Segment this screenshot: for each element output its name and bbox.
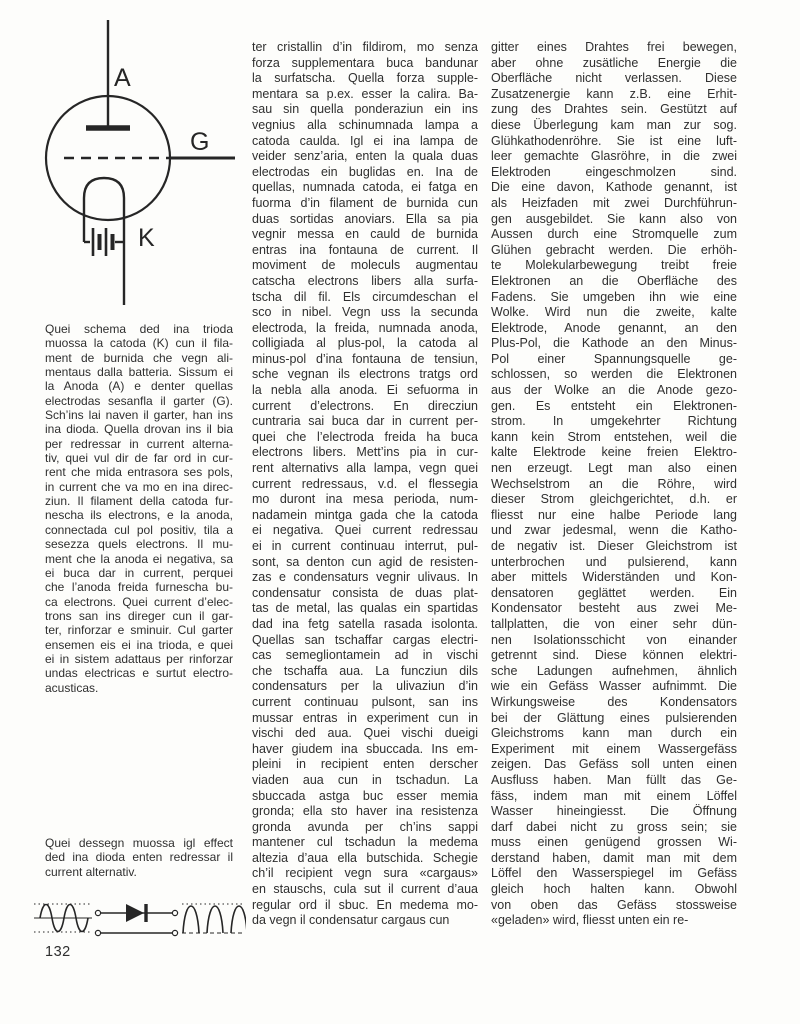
grid-label: G	[190, 128, 210, 156]
text-line: ca electrons. Quei current d’elec-	[45, 594, 233, 609]
text-line: mantener cul tschadun la medema	[252, 835, 478, 850]
text-line: nadamein mintga gada che la catoda	[252, 507, 478, 522]
text-line: tiv, quei vul dir de far ord in cur-	[45, 451, 233, 466]
text-line: Kondensator besteht aus zwei Me-	[491, 601, 737, 616]
text-line: Glühkathodenröhre. Sie ist eine luft-	[491, 133, 737, 148]
text-line: Die eine davon, Kathode genannt, ist	[491, 180, 737, 195]
page-number: 132	[45, 944, 71, 960]
text-line: undas electricas e surtut electro-	[45, 666, 233, 681]
text-line: rent alternativs alla lampa, vegn quei	[252, 461, 478, 476]
text-line: Aussen durch eine Stromquelle zum	[491, 227, 737, 242]
text-line: vegnir messa en cauld de burnida	[252, 227, 478, 242]
text-line: gronda; ella sto haver ina resistenza	[252, 804, 478, 819]
text-line: electrodas ein buglidas en. Ina de	[252, 164, 478, 179]
text-line: ter cristallin d’in fildirom, mo senza	[252, 40, 478, 54]
text-line: Quei dessegn muossa igl effect	[45, 836, 233, 850]
text-line: ch’il recipient vegn sura «cargaus»	[252, 866, 478, 881]
text-line: nen erzeugt. Legt man also einen	[491, 461, 737, 476]
text-line: wie ein Gefäss Wasser aufnimmt. Die	[491, 679, 737, 694]
rectifier-schematic	[26, 890, 246, 946]
text-line: gitter eines Drahtes frei bewegen,	[491, 40, 737, 54]
text-line: muossa la catoda (K) cun il fila-	[45, 336, 233, 351]
text-line: mentara sa p.ex. esser la calira. Ba-	[252, 86, 478, 101]
text-line: gronda avunda per ch’ins sappi	[252, 819, 478, 834]
text-line: muss einen genügend grossen Wi-	[491, 835, 737, 850]
text-line: current alternativ.	[45, 864, 137, 879]
text-line: ei negativa. Quei current redressau	[252, 523, 478, 538]
text-line: rent che mida entrasora ses pols,	[45, 465, 233, 480]
text-line: che l’anoda freida furnescha bu-	[45, 580, 233, 595]
text-line: Quellas san tschaffar cargas electri-	[252, 632, 478, 647]
text-line: la Anoda (A) e denter quellas	[45, 379, 233, 394]
text-line: quellas, numnada catoda, ei fatga en	[252, 180, 478, 195]
ac-waveform	[34, 904, 92, 932]
text-line: Fadens. Sie umgeben ihn wie eine	[491, 289, 737, 304]
column-romansh	[252, 40, 478, 929]
text-line: vegnius alla schinumnada lampa a	[252, 117, 478, 132]
text-line: fliesst nur eine halbe Periode lang	[491, 507, 737, 522]
text-line: Löffel den Wasserspiegel im Gefäss	[491, 866, 737, 881]
text-line: kann kein Strom entstehen, weil die	[491, 429, 737, 444]
text-line: mentaus dalla batteria. Sissum ei	[45, 365, 233, 380]
text-line: nescha ils electrons, e la anoda,	[45, 508, 233, 523]
text-line: dad ina fetg satella rasada isolonta.	[252, 616, 478, 631]
text-line: moviment de moleculs augmentau	[252, 258, 478, 273]
text-line: gen ausgebildet. Sie kann also von	[491, 211, 737, 226]
text-line: cas semegliontamein ad in vischi	[252, 648, 478, 663]
text-line: ina dioda. Quella drovan ins il bia	[45, 422, 233, 437]
text-line: ter, rinforzar e sminuir. Cul garter	[45, 623, 233, 638]
text-line: duas sortidas anoviars. Ella sa pia	[252, 211, 478, 226]
text-line: cuntraria sai buca dar in current per-	[252, 414, 478, 429]
text-line: unterbrochen und pulsierend, kann	[491, 554, 737, 569]
text-line: regular ord il sbuc. En medema mo-	[252, 897, 478, 912]
text-line: connectada cul pol positiv, tila a	[45, 522, 233, 537]
text-line: current d’electrons. En direcziun	[252, 398, 478, 413]
text-line: electrons libers. Mett’ins pia in cur-	[252, 445, 478, 460]
text-line: in current che va mo en ina direc-	[45, 479, 233, 494]
text-line: ziun. Il filament della catoda fur-	[45, 494, 233, 509]
text-line: gleich hoch halten kann. Obwohl	[491, 882, 737, 897]
text-line: veider senz’aria, enten la quala duas	[252, 149, 478, 164]
text-line: zeigen. Das Gefäss soll unten einen	[491, 757, 737, 772]
text-line: sche vegnan ils electrons tratgs ord	[252, 367, 478, 382]
text-line: schlossen, so werden die Elektronen	[491, 367, 737, 382]
triode-figure	[28, 12, 240, 314]
text-line: ment de burnida che vegn ali-	[45, 350, 233, 365]
text-line: Pol einer Spannungsquelle ge-	[491, 351, 737, 366]
text-line: «geladen» wird, fliesst unten ein re-	[491, 913, 689, 928]
text-line: Elektronen an die Oberfläche des	[491, 273, 737, 288]
text-line: fuorma d’in filament de burnida cun	[252, 195, 478, 210]
text-line: dieser Strom gleichgerichtet, d.h. er	[491, 492, 737, 507]
text-line: Zusatzenergie kann z.B. eine Erhit-	[491, 86, 737, 101]
text-line: quei che l’electroda freida ha buca	[252, 429, 478, 444]
text-line: haver giudem ina sbuccada. Ins em-	[252, 741, 478, 756]
text-line: gen. Es entsteht ein Elektronen-	[491, 398, 737, 413]
text-line: Elektroden eingeschmolzen sind.	[491, 164, 737, 179]
terminal	[172, 930, 177, 935]
terminal	[172, 910, 177, 915]
battery-symbol	[84, 228, 124, 256]
triode-schematic	[28, 12, 240, 314]
diode-circuit	[95, 904, 177, 936]
text-line: Experiment mit einem Wassergefäss	[491, 741, 737, 756]
text-line: als Heizfaden mit zwei Durchführun-	[491, 195, 737, 210]
text-line: bei der Glättung eines pulsierenden	[491, 710, 737, 725]
text-line: de negativ ist. Dieser Gleichstrom ist	[491, 539, 737, 553]
text-line: ei in current continuau interrut, pul-	[252, 539, 478, 553]
text-line: zung des Drahtes sein. Gestützt auf	[491, 102, 737, 117]
diode-symbol	[126, 904, 144, 922]
text-line: te Molekularbewegung treibt freie	[491, 258, 737, 273]
text-line: tallplatten, die von einer sehr dün-	[491, 616, 737, 631]
rectified-waveform	[182, 904, 246, 933]
text-line: ei buca dar in current, perquei	[45, 565, 233, 580]
text-line: Oberfläche nicht verlassen. Diese	[491, 71, 737, 86]
text-line: Ausfluss haben. Man füllt das Ge-	[491, 772, 737, 787]
text-line: current redressaus, v.d. el flessegia	[252, 476, 478, 491]
column-german	[491, 40, 737, 929]
text-line: strom. In umgekehrter Richtung	[491, 414, 737, 429]
figure-caption-rectifier	[45, 836, 233, 879]
text-line: electrodas sesanfla il garter (G).	[45, 393, 233, 408]
text-line: leer gemachte Glasröhre, in die zwei	[491, 149, 737, 164]
text-line: che tschaffa aua. La funcziun dils	[252, 663, 478, 678]
text-line: catscha electrons libers alla surfa-	[252, 273, 478, 288]
text-line: und zwar jedesmal, wenn die Katho-	[491, 523, 737, 538]
text-line: Wirkungsweise des Kondensators	[491, 694, 737, 709]
text-line: mussar entras in experiment cun in	[252, 710, 478, 725]
text-line: electroda, la freida, numnada anoda,	[252, 320, 478, 335]
text-line: derstand haben, damit man mit dem	[491, 850, 737, 865]
text-line: ded ina dioda enten redressar il	[45, 850, 233, 865]
text-line: darf dabei nicht zu gross sein; sie	[491, 819, 737, 834]
text-line: pleini in recipient enten derscher	[252, 757, 478, 772]
text-line: la surfatscha. Quella forza supple-	[252, 71, 478, 86]
text-line: fäss, indem man mit einem Löffel	[491, 788, 737, 803]
rectifier-figure	[26, 890, 246, 946]
text-line: tscha dil fil. Els circumdeschan el	[252, 289, 478, 304]
text-line: sche Ladungen aufnehmen, ähnlich	[491, 663, 737, 678]
text-line: Wechselstrom an die Röhre, wird	[491, 476, 737, 491]
text-line: Gleichstroms kann man durch ein	[491, 726, 737, 741]
text-line: trons san ins direger cun il gar-	[45, 608, 233, 623]
text-line: tas de metal, las qualas ein spartidas	[252, 601, 478, 616]
text-line: sesezza quels electrons. Il mu-	[45, 537, 233, 552]
text-line: en stauschs, cula sut il current d’aua	[252, 882, 478, 897]
text-line: Elektrode, Anode genannt, an den	[491, 320, 737, 335]
text-line: kalte Elektrode keine freien Elektro-	[491, 445, 737, 460]
text-line: Quei schema ded ina trioda	[45, 322, 233, 336]
text-line: ei in sistem adattaus per rinforzar	[45, 651, 233, 666]
text-line: catoda caulda. Igl ei ina lampa de	[252, 133, 478, 148]
text-line: acusticas.	[45, 680, 99, 695]
text-line: viaden aua cun in tschadun. La	[252, 772, 478, 787]
terminal	[95, 910, 100, 915]
text-line: altezia d’aua ella butschida. Schegie	[252, 850, 478, 865]
text-line: ensemen eis ei ina trioda, e quei	[45, 637, 233, 652]
text-line: getrennt sind. Diese können elektri-	[491, 648, 737, 663]
text-line: da vegn il condensatur cargaus cun	[252, 913, 450, 928]
text-line: condensatur consista de duas plat-	[252, 585, 478, 600]
text-line: Wasser hineingiesst. Die Öffnung	[491, 804, 737, 819]
text-line: Glühen gebracht werden. Die erhöh-	[491, 242, 737, 257]
text-line: per redressar in current alterna-	[45, 436, 233, 451]
text-line: condensaturs per la ulivaziun d’in	[252, 679, 478, 694]
text-line: densatoren geglättet werden. Ein	[491, 585, 737, 600]
figure-caption-triode	[45, 322, 233, 695]
text-line: minus-pol d’ina fontauna de tensiun,	[252, 351, 478, 366]
cathode-label: K	[138, 224, 155, 252]
text-line: forza supplementara buca bandunar	[252, 55, 478, 70]
text-line: sont, sa denton cun agid de resisten-	[252, 554, 478, 569]
terminal	[95, 930, 100, 935]
text-line: sbuccada astga buc esser memia	[252, 788, 478, 803]
text-line: diese Überlegung kam man zur sog.	[491, 117, 737, 132]
text-line: la nebla alla anoda. Ei sefuorma in	[252, 383, 478, 398]
text-line: colligiada al plus-pol, la catoda al	[252, 336, 478, 351]
text-line: aber ohne zusätliche Energie die	[491, 55, 737, 70]
text-line: entras ina fontauna de current. Il	[252, 242, 478, 257]
text-line: nen Isolationsschicht von einander	[491, 632, 737, 647]
text-line: zas e condensaturs vegnir ulivaus. In	[252, 570, 478, 585]
anode-label: A	[114, 64, 131, 92]
text-line: aber mittels Widerständen und Kon-	[491, 570, 737, 585]
text-line: Sch’ins lai naven il garter, han ins	[45, 408, 233, 423]
text-line: vischi ded aua. Quei vischi dueigi	[252, 726, 478, 741]
text-line: current continuau pulsont, san ins	[252, 694, 478, 709]
text-line: mo duront ina mesa perioda, num-	[252, 492, 478, 507]
text-line: ment che la anoda ei negativa, sa	[45, 551, 233, 566]
text-line: sco in nibel. Vegn uss la secunda	[252, 305, 478, 320]
text-line: von oben das Gefäss stossweise	[491, 897, 737, 912]
text-line: Wolke. Wird nun die zweite, kalte	[491, 305, 737, 320]
text-line: sau sin quella ponderaziun ein ins	[252, 102, 478, 117]
text-line: aus der Wolke an die Anode gezo-	[491, 383, 737, 398]
text-line: Plus-Pol, die Kathode an den Minus-	[491, 336, 737, 351]
